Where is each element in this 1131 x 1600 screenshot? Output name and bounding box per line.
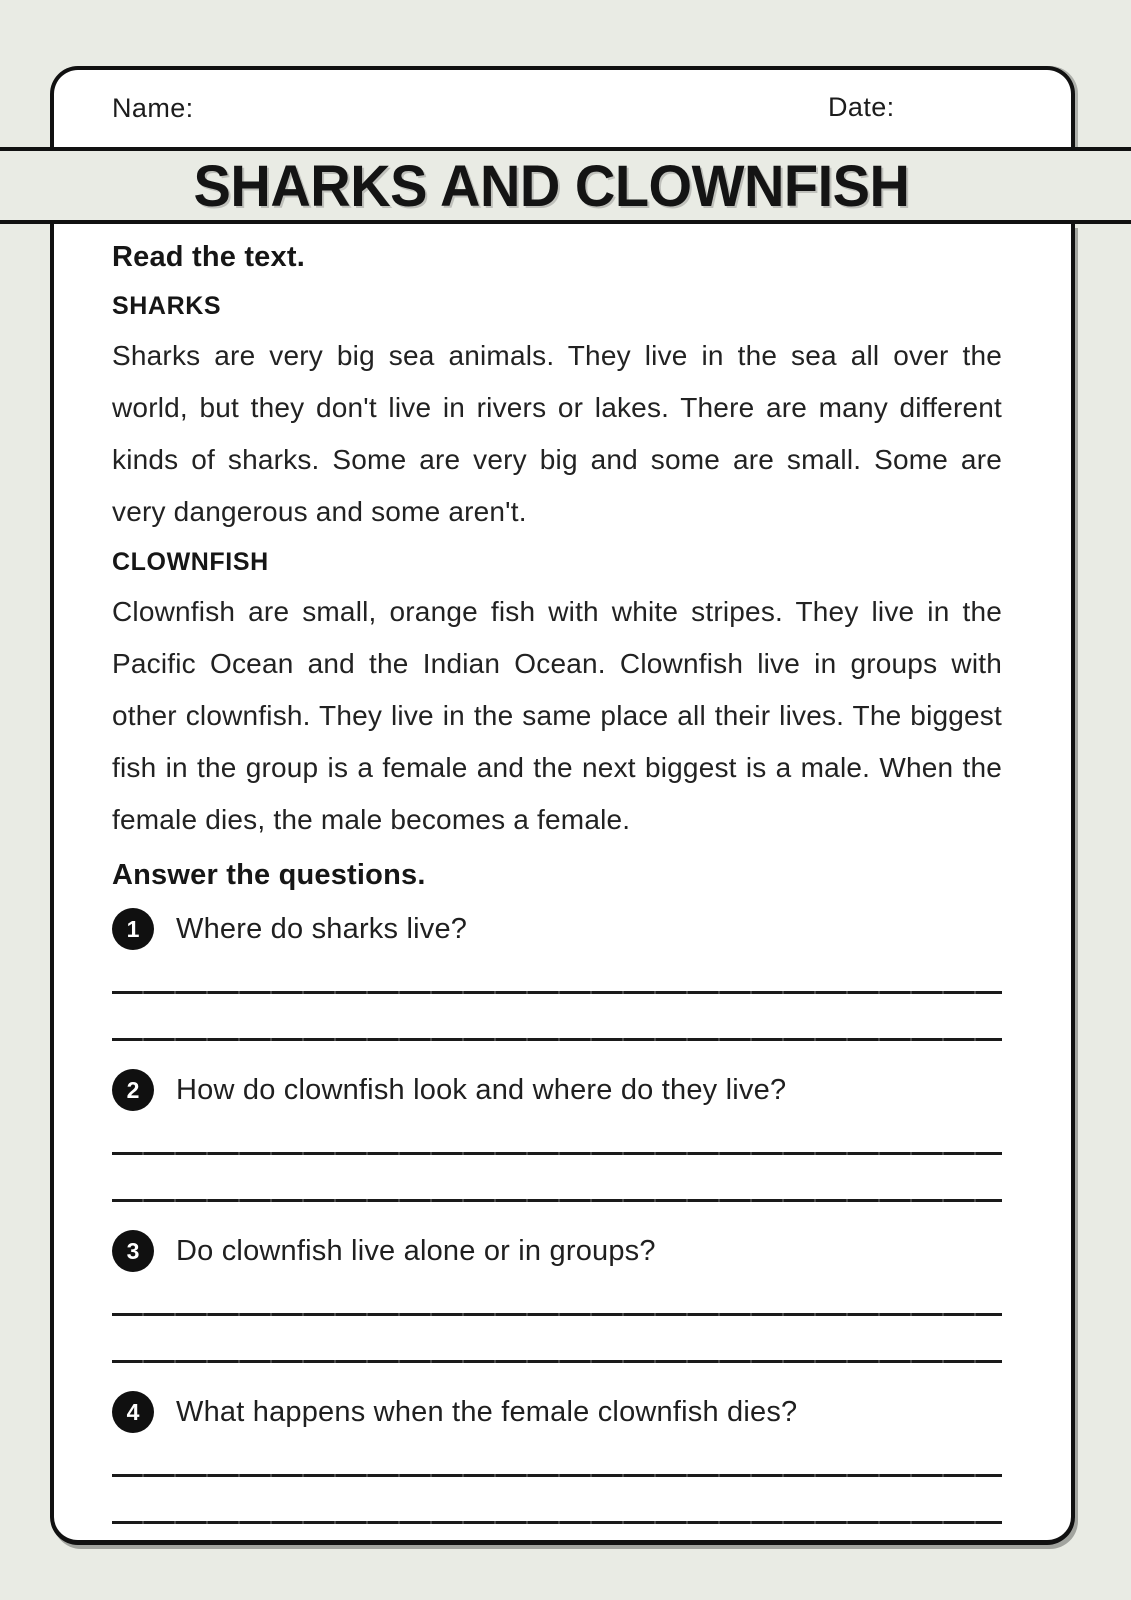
question-item-3 (112, 1230, 1002, 1363)
answer-instruction: Answer the questions. (112, 859, 426, 891)
answer-line[interactable] (112, 1474, 1002, 1477)
question-text: What happens when the female clownfish dies? (176, 1395, 798, 1428)
question-item-2 (112, 1069, 1002, 1202)
answer-line[interactable] (112, 1360, 1002, 1363)
title-banner (0, 147, 1131, 224)
answer-line[interactable] (112, 991, 1002, 994)
question-text: Do clownfish live alone or in groups? (176, 1234, 656, 1267)
worksheet-body-panel (50, 224, 1075, 1545)
passage-clownfish: Clownfish are small, orange fish with white stripes. They live in the Pacific Ocean and the Indian Ocean. Clownfish live in groups with other clownfish. They live in the same place all their lives. The biggest fish in the group is a female and the next biggest is a male. When the female dies, the male becomes a female. (112, 596, 1002, 835)
section-heading-clownfish: CLOWNFISH (112, 548, 269, 576)
answer-line[interactable] (112, 1313, 1002, 1316)
passage-sharks: Sharks are very big sea animals. They live in the sea all over the world, but they don't live in rivers or lakes. There are many different kinds of sharks. Some are very big and some are small. Some are very dangerous and some aren't. (112, 340, 1002, 527)
section-heading-sharks: SHARKS (112, 292, 222, 320)
question-number-badge: 2 (112, 1069, 154, 1111)
answer-line[interactable] (112, 1038, 1002, 1041)
question-item-1 (112, 908, 1002, 1041)
question-number-badge: 4 (112, 1391, 154, 1433)
name-date-panel (50, 66, 1075, 151)
answer-line[interactable] (112, 1199, 1002, 1202)
question-number-badge: 3 (112, 1230, 154, 1272)
question-text: Where do sharks live? (176, 912, 468, 945)
question-item-4 (112, 1391, 1002, 1524)
question-text: How do clownfish look and where do they live? (176, 1073, 787, 1106)
question-number-badge: 1 (112, 908, 154, 950)
name-fill-area[interactable] (194, 85, 1071, 131)
worksheet-title: SHARKS AND CLOWNFISH (193, 152, 910, 219)
name-label: Name: (112, 93, 194, 123)
date-label: Date: (828, 91, 895, 122)
read-instruction: Read the text. (112, 241, 305, 273)
answer-line[interactable] (112, 1152, 1002, 1155)
answer-line[interactable] (112, 1521, 1002, 1524)
